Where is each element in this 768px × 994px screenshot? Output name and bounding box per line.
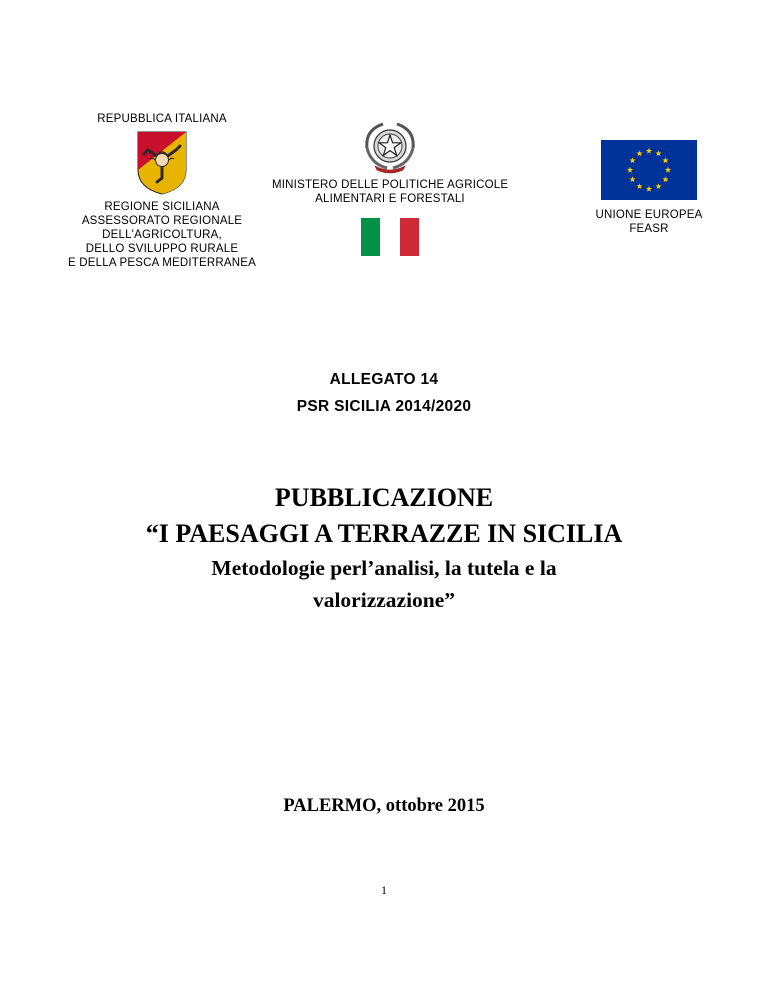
document-title — [0, 480, 768, 616]
regione-line-4: DELLO SVILUPPO RURALE — [85, 243, 239, 255]
title-line-3: Metodologie perl’analisi, la tutela e la — [211, 556, 557, 580]
regione-line-1: REGIONE SICILIANA — [104, 201, 220, 213]
place-date: PALERMO, ottobre 2015 — [283, 796, 485, 816]
unione-europea-label: UNIONE EUROPEA — [595, 209, 703, 221]
repubblica-italiana-label: REPUBBLICA ITALIANA — [97, 113, 227, 125]
italian-flag-icon — [361, 218, 419, 256]
title-line-2: “I PAESAGGI A TERRAZZE IN SICILIA — [145, 519, 623, 548]
sicily-trinacria-crest-icon — [136, 130, 188, 196]
psr-label: PSR SICILIA 2014/2020 — [296, 398, 472, 415]
eu-flag-icon — [601, 140, 697, 200]
regione-line-3: DELL'AGRICOLTURA, — [102, 229, 222, 241]
italian-flag-white-band — [380, 218, 399, 256]
ministero-line-2: ALIMENTARI E FORESTALI — [315, 193, 465, 205]
italian-flag-red-band — [400, 218, 419, 256]
title-line-4: valorizzazione” — [312, 588, 456, 612]
unione-europea-block — [584, 140, 714, 236]
page-number: 1 — [381, 883, 387, 897]
title-line-1: PUBBLICAZIONE — [274, 483, 494, 512]
regione-siciliana-block — [62, 112, 262, 270]
allegato-block — [0, 366, 768, 420]
allegato-number: ALLEGATO 14 — [329, 371, 439, 388]
ministero-block — [272, 118, 508, 256]
feasr-label: FEASR — [629, 223, 669, 235]
regione-line-5: E DELLA PESCA MEDITERRANEA — [68, 257, 256, 269]
italian-republic-emblem-icon — [359, 118, 421, 174]
regione-line-2: ASSESSORATO REGIONALE — [81, 215, 243, 227]
ministero-line-1: MINISTERO DELLE POLITICHE AGRICOLE — [272, 179, 509, 191]
italian-flag-green-band — [361, 218, 380, 256]
